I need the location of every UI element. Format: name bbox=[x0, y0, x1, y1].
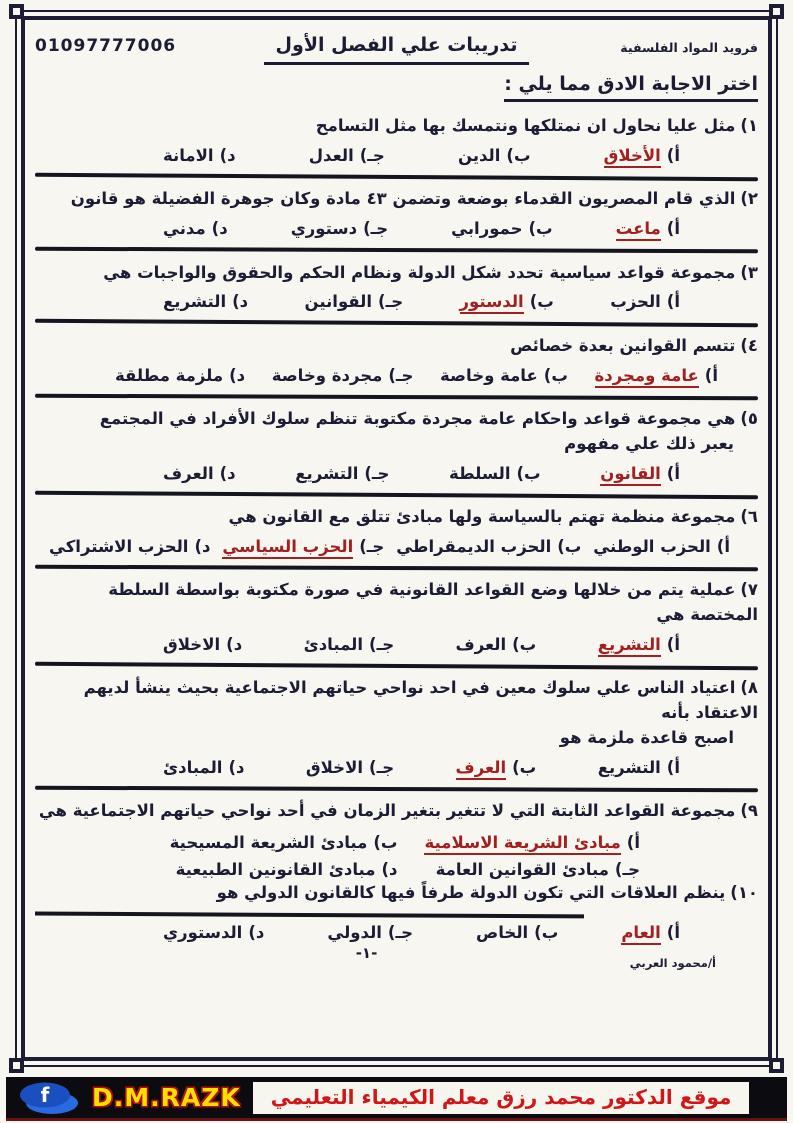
option bbox=[604, 146, 680, 165]
separator-line bbox=[35, 564, 758, 570]
question-block bbox=[35, 261, 758, 325]
options-row bbox=[35, 146, 758, 165]
options-row bbox=[35, 758, 758, 777]
question-number: ٦) bbox=[740, 507, 758, 526]
correct-answer-text: الحزب السياسي bbox=[222, 537, 353, 559]
option-letter: ب) bbox=[557, 536, 582, 556]
option-letter: جـ) bbox=[359, 536, 385, 556]
question-text: ١)مثل عليا نحاول ان نمتلكها ونتمسك بها مثل التسامح bbox=[315, 116, 758, 135]
option-text: المبادئ bbox=[163, 757, 223, 777]
option bbox=[304, 635, 395, 654]
separator-line bbox=[35, 911, 584, 917]
border-corner-ornament bbox=[9, 4, 24, 19]
option-letter: ب) bbox=[528, 219, 553, 238]
option-text: ملزمة مطلقة bbox=[115, 365, 224, 385]
option-text: الاخلاق bbox=[305, 757, 364, 777]
option-letter: د) bbox=[228, 757, 245, 777]
option-letter: د) bbox=[248, 923, 265, 942]
options-row bbox=[35, 537, 758, 556]
option bbox=[222, 537, 384, 556]
instruction-line: اختر الاجابة الادق مما يلي : bbox=[504, 73, 758, 102]
options-row bbox=[35, 292, 758, 311]
option bbox=[272, 366, 414, 385]
option bbox=[600, 464, 680, 483]
option bbox=[306, 758, 394, 777]
brand-logo-text: D.M.RAZK bbox=[92, 1083, 241, 1112]
question-block bbox=[35, 676, 758, 790]
sheet-content bbox=[35, 26, 758, 1057]
separator-line bbox=[35, 393, 758, 399]
option-letter: ب) bbox=[534, 923, 559, 942]
separator-line bbox=[35, 662, 758, 670]
option-letter: أ) bbox=[666, 145, 680, 165]
correct-answer-text: التشريع bbox=[598, 635, 661, 657]
option-text: الحزب bbox=[610, 292, 661, 312]
question-text: ٩)مجموعة القواعد الثابتة التي لا تتغير بتغير الزمان في أحد نواحي حياتهم الاجتماعية هي bbox=[38, 801, 758, 820]
option-letter: ب) bbox=[529, 292, 554, 312]
option bbox=[163, 219, 228, 238]
sheet-footer bbox=[35, 944, 758, 978]
question-number: ٧) bbox=[740, 580, 758, 600]
option bbox=[398, 860, 641, 879]
option-letter: ب) bbox=[543, 365, 568, 385]
option bbox=[621, 923, 680, 942]
option-letter: د) bbox=[219, 145, 236, 165]
question-text: ٥)هي مجموعة قواعد واحكام عامة مجردة مكتوبة تنظم سلوك الأفراد في المجتمع bbox=[99, 409, 758, 428]
separator-line bbox=[35, 490, 758, 498]
option-letter: ب) bbox=[512, 757, 537, 777]
option bbox=[49, 537, 210, 556]
footer-banner bbox=[6, 1077, 787, 1121]
option bbox=[155, 833, 398, 852]
question-number: ٤) bbox=[740, 335, 758, 355]
option-letter: د) bbox=[211, 219, 228, 238]
option-text: الامانة bbox=[163, 145, 214, 165]
option bbox=[163, 923, 264, 942]
question-number: ٢) bbox=[740, 189, 758, 209]
option-letter: د) bbox=[381, 859, 398, 879]
sheet-header bbox=[35, 34, 758, 65]
border-corner-ornament bbox=[9, 1058, 24, 1073]
question-text: ٨)اعتياد الناس علي سلوك معين في احد نواحي حياتهم الاجتماعية بحيث ينشأ لديهم الاعتقاد بأنه bbox=[83, 678, 758, 722]
question-block bbox=[35, 799, 758, 879]
site-title: موقع الدكتور محمد رزق معلم الكيمياء التعليمي bbox=[253, 1082, 750, 1114]
option-text: السلطة bbox=[449, 463, 511, 483]
option-text: الدولي bbox=[327, 923, 382, 942]
options-row bbox=[35, 219, 758, 238]
question-number: ٣) bbox=[740, 262, 758, 282]
page-number: -١- bbox=[355, 944, 378, 962]
facebook-icon bbox=[18, 1081, 80, 1115]
options-row bbox=[35, 464, 758, 483]
option-text: دستوري bbox=[290, 219, 358, 238]
options-row bbox=[35, 366, 758, 385]
option-letter: جـ) bbox=[378, 292, 404, 312]
separator-line bbox=[35, 247, 758, 253]
option-letter: د) bbox=[219, 463, 236, 483]
option bbox=[398, 833, 641, 852]
teacher-brand: فرويد المواد الفلسفية bbox=[620, 40, 758, 55]
option-letter: جـ) bbox=[369, 634, 395, 654]
teacher-signature: أ/محمود العربي bbox=[629, 956, 716, 970]
option-text: مبادئ الشريعة المسيحية bbox=[169, 832, 368, 852]
question-text: ٦)مجموعة منظمة تهتم بالسياسة ولها مبادئ تتلق مع القانون هي bbox=[228, 507, 758, 526]
option-letter: جـ) bbox=[614, 859, 640, 879]
options-row bbox=[35, 831, 758, 879]
option-letter: أ) bbox=[716, 536, 730, 556]
question-block bbox=[35, 187, 758, 251]
separator-line bbox=[35, 173, 758, 181]
option-letter: أ) bbox=[666, 463, 680, 483]
question-text: ٧)عملية يتم من خلالها وضع القواعد القانونية في صورة مكتوبة بواسطة السلطة المختصة هي bbox=[108, 580, 758, 624]
option-text: مبادئ القوانين العامة bbox=[435, 859, 609, 879]
question-number: ٨) bbox=[740, 678, 758, 698]
option-text: الاخلاق bbox=[163, 634, 221, 654]
option-text: مدني bbox=[163, 219, 206, 238]
option-text: العرف bbox=[163, 463, 214, 483]
option bbox=[451, 219, 552, 238]
option-letter: أ) bbox=[666, 292, 680, 312]
option-letter: د) bbox=[232, 292, 249, 312]
option bbox=[440, 366, 568, 385]
separator-line bbox=[35, 785, 758, 791]
question-number: ٥) bbox=[740, 409, 758, 428]
options-row bbox=[35, 635, 758, 654]
border-corner-ornament bbox=[769, 4, 784, 19]
option-text: العرف bbox=[455, 634, 507, 654]
option-text: عامة وخاصة bbox=[440, 365, 538, 385]
correct-answer-text: الدستور bbox=[460, 292, 524, 314]
option-text: المبادئ bbox=[303, 634, 364, 654]
question-block bbox=[35, 334, 758, 398]
option-text: الحزب الاشتراكي bbox=[49, 536, 189, 556]
option-letter: د) bbox=[194, 536, 211, 556]
correct-answer-text: القانون bbox=[600, 464, 661, 486]
option bbox=[163, 292, 248, 311]
option-letter: أ) bbox=[666, 219, 680, 238]
option bbox=[309, 146, 385, 165]
option-letter: أ) bbox=[666, 923, 680, 942]
option-text: التشريع bbox=[295, 463, 359, 483]
option-text: الحزب الديمقراطي bbox=[396, 536, 552, 556]
decorative-border bbox=[15, 10, 778, 1067]
option-letter: جـ) bbox=[363, 219, 389, 238]
option bbox=[616, 219, 680, 238]
option-text: مبادئ القانونين الطبيعية bbox=[175, 859, 376, 879]
option-letter: ب) bbox=[506, 145, 531, 165]
option-text: العدل bbox=[308, 145, 354, 165]
option bbox=[327, 923, 413, 942]
option-letter: أ) bbox=[666, 634, 680, 654]
question-block bbox=[35, 881, 758, 942]
option-letter: أ) bbox=[704, 365, 718, 385]
question-block bbox=[35, 114, 758, 178]
question-block bbox=[35, 407, 758, 496]
correct-answer-text: العام bbox=[621, 923, 660, 945]
option bbox=[458, 146, 531, 165]
question-text: ٣)مجموعة قواعد سياسية تحدد شكل الدولة ونظام الحكم والحقوق والواجبات هي bbox=[103, 262, 758, 282]
option bbox=[598, 635, 680, 654]
option-text: الدين bbox=[457, 145, 501, 165]
option-letter: جـ) bbox=[369, 757, 395, 777]
options-row bbox=[35, 923, 758, 942]
option bbox=[163, 635, 242, 654]
question-number: ٩) bbox=[740, 801, 758, 820]
option bbox=[476, 923, 558, 942]
question-text: اصبح قاعدة ملزمة هو bbox=[559, 727, 734, 747]
question-text: ٢)الذي قام المصريون القدماء بوضعة وتضمن ٤٣ مادة وكان جوهرة الفضيلة هو قانون bbox=[70, 189, 758, 209]
option bbox=[449, 464, 541, 483]
question-text: ٤)تتسم القوانين بعدة خصائص bbox=[510, 335, 758, 355]
option bbox=[305, 292, 404, 311]
question-block bbox=[35, 578, 758, 667]
questions-list bbox=[35, 114, 758, 942]
option-letter: د) bbox=[226, 634, 243, 654]
sheet-title: تدريبات علي الفصل الأول bbox=[264, 34, 530, 65]
question-text: ١٠)ينظم العلاقات التي تكون الدولة طرفاً فيها كالقانون الدولي هو bbox=[216, 882, 758, 902]
option-text: مجردة وخاصة bbox=[271, 365, 383, 385]
option-letter: جـ) bbox=[387, 923, 413, 942]
option-text: حمورابي bbox=[451, 219, 523, 238]
correct-answer-text: عامة ومجردة bbox=[595, 366, 699, 388]
border-corner-ornament bbox=[769, 1058, 784, 1073]
question-block bbox=[35, 505, 758, 569]
option bbox=[163, 464, 236, 483]
option-text: الخاص bbox=[476, 923, 529, 942]
option bbox=[598, 758, 680, 777]
option-letter: ب) bbox=[512, 634, 537, 654]
question-number: ١٠) bbox=[730, 882, 758, 902]
option-letter: جـ) bbox=[388, 365, 414, 385]
separator-line bbox=[35, 319, 758, 327]
option bbox=[155, 860, 398, 879]
option-text: القوانين bbox=[304, 292, 373, 312]
correct-answer-text: مبادئ الشريعة الاسلامية bbox=[424, 833, 620, 855]
option bbox=[115, 366, 245, 385]
option bbox=[295, 464, 389, 483]
question-text: يعبر ذلك علي مفهوم bbox=[564, 433, 734, 453]
option-letter: أ) bbox=[666, 757, 680, 777]
correct-answer-text: العرف bbox=[456, 758, 507, 780]
option-letter: أ) bbox=[626, 832, 640, 852]
option bbox=[396, 537, 581, 556]
option bbox=[456, 758, 537, 777]
option-letter: ب) bbox=[516, 463, 541, 483]
option bbox=[610, 292, 680, 311]
option-text: التشريع bbox=[163, 292, 227, 312]
option bbox=[291, 219, 388, 238]
option bbox=[593, 537, 730, 556]
option bbox=[460, 292, 554, 311]
option-letter: د) bbox=[229, 365, 246, 385]
option-text: التشريع bbox=[597, 757, 661, 777]
option bbox=[595, 366, 718, 385]
correct-answer-text: ماعت bbox=[616, 219, 661, 241]
option-text: الدستوري bbox=[163, 923, 243, 942]
option-text: الحزب الوطني bbox=[593, 536, 711, 556]
option bbox=[456, 635, 537, 654]
phone-number: 01097777006 bbox=[35, 36, 177, 56]
question-number: ١) bbox=[740, 116, 758, 135]
option-letter: جـ) bbox=[359, 145, 385, 165]
svg-text:f: f bbox=[40, 1082, 50, 1107]
option-letter: جـ) bbox=[364, 463, 390, 483]
correct-answer-text: الأخلاق bbox=[604, 146, 661, 168]
option bbox=[163, 758, 244, 777]
option-letter: ب) bbox=[373, 832, 398, 852]
option bbox=[163, 146, 236, 165]
